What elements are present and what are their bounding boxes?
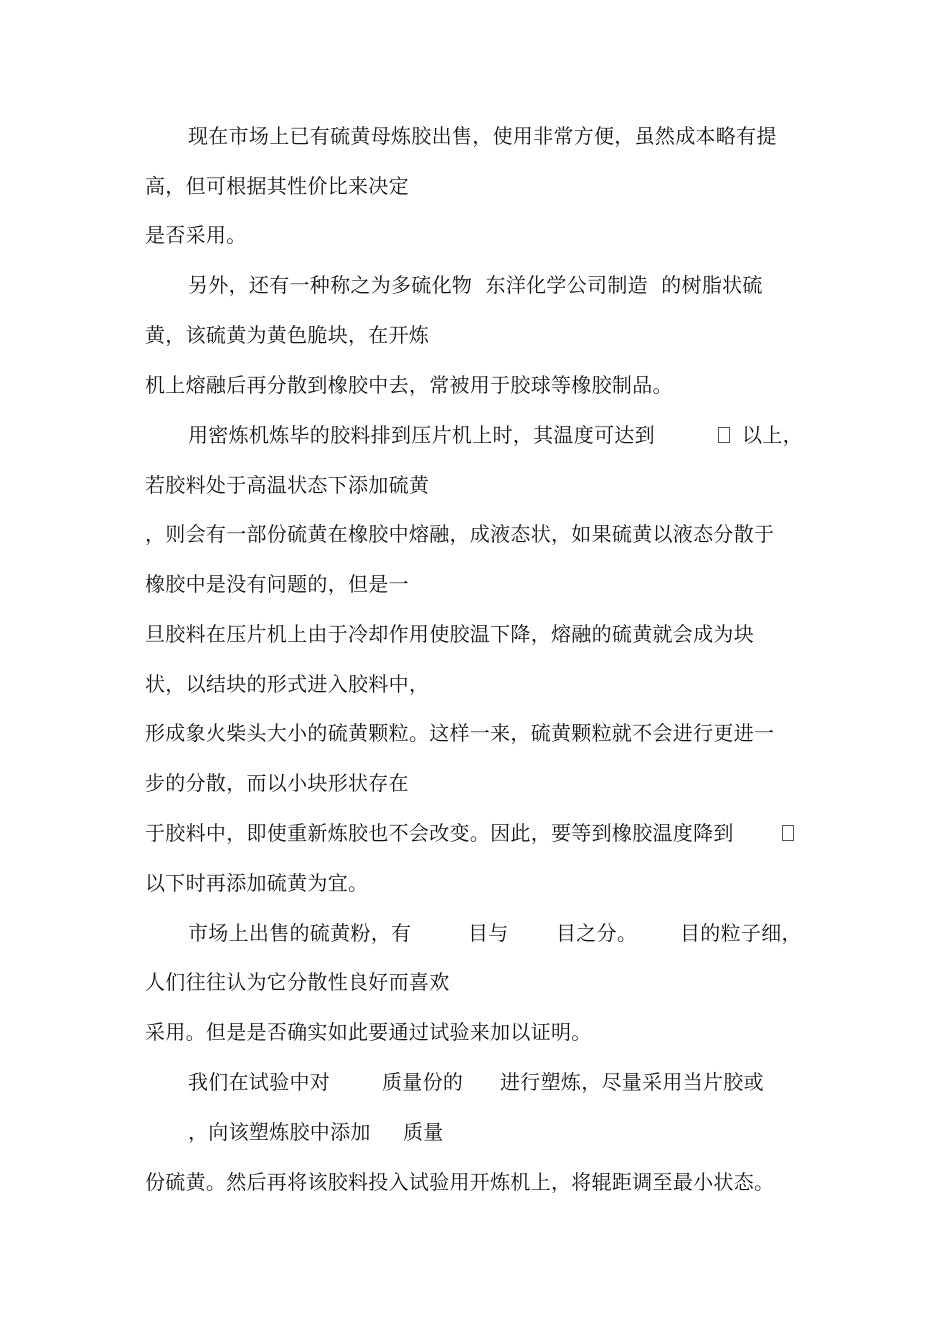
text-line: ，向该塑炼胶中添加 [188,1120,371,1144]
text-line: 质量 [403,1120,444,1144]
text-line: 橡胶中是没有问题的，但是一 [145,572,409,596]
text-line: 若胶料处于高温状态下添加硫黄 [145,473,430,497]
text-line: 机上熔融后再分散到橡胶中去，常被用于胶球等橡胶制品。 [145,373,673,397]
text-line: 目与 [468,921,509,945]
text-line: 旦胶料在压片机上由于冷却作用使胶温下降，熔融的硫黄就会成为块 [145,622,754,646]
text-line: 黄，该硫黄为黄色脆块，在开炼 [145,323,430,347]
text-line: 是否采用。 [145,223,247,247]
text-line: 现在市场上已有硫黄母炼胶出售，使用非常方便，虽然成本略有提 [188,124,777,148]
text-line: 以下时再添加硫黄为宜。 [145,871,369,895]
text-line: 份硫黄。然后再将该胶料投入试验用开炼机上，将辊距调至最小状态。 [145,1170,775,1194]
text-line: 市场上出售的硫黄粉，有 [188,921,412,945]
text-line: 采用。但是是否确实如此要通过试验来加以证明。 [145,1020,592,1044]
text-line: 另外，还有一种称之为多硫化物 东洋化学公司制造 的树脂状硫 [188,273,763,297]
text-line: 目的粒子细， [680,921,802,945]
missing-glyph-icon [718,427,730,443]
text-line: 目之分。 [556,921,638,945]
text-line: 状，以结块的形式进入胶料中， [145,672,430,696]
text-line: 我们在试验中对 [188,1070,331,1094]
missing-glyph-icon [782,825,794,841]
text-line: 以上， [742,423,803,447]
text-line: 高，但可根据其性价比来决定 [145,174,409,198]
text-line: 于胶料中，即使重新炼胶也不会改变。因此，要等到橡胶温度降到 [145,821,734,845]
text-line: 用密炼机炼毕的胶料排到压片机上时，其温度可达到 [188,423,655,447]
text-line: 形成象火柴头大小的硫黄颗粒。这样一来，硫黄颗粒就不会进行更进一 [145,721,775,745]
text-line: 质量份的 [382,1070,464,1094]
text-line: 步的分散，而以小块形状存在 [145,771,409,795]
text-line: 进行塑炼，尽量采用当片胶或 [500,1070,764,1094]
text-line: ，则会有一部份硫黄在橡胶中熔融，成液态状，如果硫黄以液态分散于 [145,522,775,546]
text-line: 人们往往认为它分散性良好而喜欢 [145,970,450,994]
